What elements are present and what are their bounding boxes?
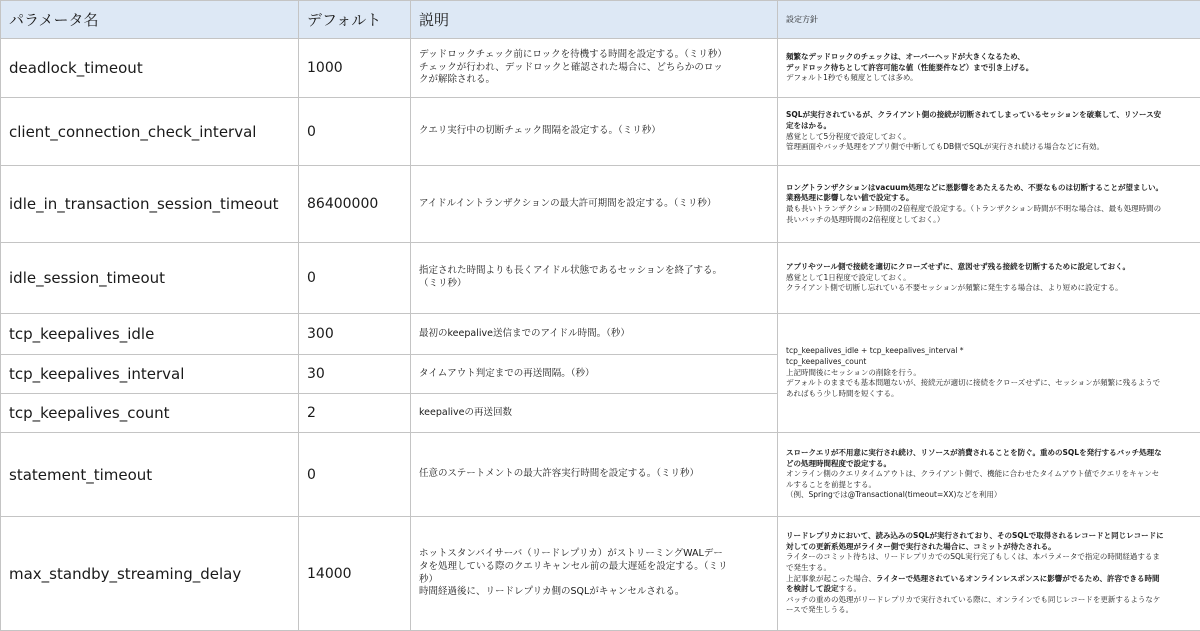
policy: 頻繁なデッドロックのチェックは、オーバーヘッドが大きくなるため、 デッドロック待ちとして許容可能な値（性能要件など）まで引き上げる。 デフォルト1秒でも頻度としては多め。 [778, 39, 1200, 98]
description: 最初のkeepalive送信までのアイドル時間。（秒） [411, 314, 778, 355]
description: アイドルイントランザクションの最大許可期間を設定する。（ミリ秒） [411, 166, 778, 243]
parameter-name: idle_in_transaction_session_timeout [1, 166, 299, 243]
parameter-name: deadlock_timeout [1, 39, 299, 98]
policy: スロークエリが不用意に実行され続け、リソースが消費されることを防ぐ。重めのSQLを発行するバッチ処理な どの処理時間程度で設定する。 オンライン側のクエリタイムアウトは、クライアント側で、機能に合わせたタイムアウト値でクエリをキャンセ ルすることを前提とする。 （例、Springでは@Transactional(timeout=XX)などを利用） [778, 433, 1200, 517]
header-parameter-name: パラメータ名 [1, 1, 299, 39]
table-row [1, 433, 1200, 517]
default-value: 0 [299, 243, 411, 314]
policy: ロングトランザクションはvacuum処理などに悪影響をあたえるため、不要なものは切断することが望ましい。 業務処理に影響しない値で設定する。 最も長いトランザクション時間の2倍程度で設定する。（トランザクション時間が不明な場合は、最も処理時間の 長いバッチの処理時間の2倍程度としておく。） [778, 166, 1200, 243]
header-row [1, 1, 1200, 39]
parameter-name: max_standby_streaming_delay [1, 517, 299, 631]
description: ホットスタンバイサーバ（リードレプリカ）がストリーミングWALデー タを処理している際のクエリキャンセル前の最大遅延を設定する。（ミリ 秒） 時間経過後に、リードレプリカ側のSQLがキャンセルされる。 [411, 517, 778, 631]
description: 指定された時間よりも長くアイドル状態であるセッションを終了する。 （ミリ秒） [411, 243, 778, 314]
default-value: 0 [299, 433, 411, 517]
policy-emphasis-line: を検討して設定する。 [786, 584, 1192, 595]
table-row [1, 166, 1200, 243]
description: デッドロックチェック前にロックを待機する時間を設定する。（ミリ秒） チェックが行われ、デッドロックと確認された場合に、どちらかのロッ クが解除される。 [411, 39, 778, 98]
policy-emphasis-line: 上記事象が起こった場合、ライターで処理されているオンラインレスポンスに影響がでるため、許容できる時間 [786, 574, 1192, 585]
header-policy: 設定方針 [778, 1, 1200, 39]
policy: SQLが実行されているが、クライアント側の接続が切断されてしまっているセッションを破棄して、リソース安 定をはかる。 感覚として5分程度で設定しておく。 管理画面やバッチ処理をアプリ側で中断してもDB側でSQLが実行され続ける場合などに有効。 [778, 98, 1200, 166]
description: keepaliveの再送回数 [411, 394, 778, 433]
default-value: 1000 [299, 39, 411, 98]
default-value: 86400000 [299, 166, 411, 243]
parameter-name: idle_session_timeout [1, 243, 299, 314]
default-value: 14000 [299, 517, 411, 631]
parameter-name: tcp_keepalives_idle [1, 314, 299, 355]
description: クエリ実行中の切断チェック間隔を設定する。（ミリ秒） [411, 98, 778, 166]
description: タイムアウト判定までの再送間隔。（秒） [411, 355, 778, 394]
table-row [1, 98, 1200, 166]
description: 任意のステートメントの最大許容実行時間を設定する。（ミリ秒） [411, 433, 778, 517]
parameter-name: tcp_keepalives_interval [1, 355, 299, 394]
default-value: 30 [299, 355, 411, 394]
policy: リードレプリカにおいて、読み込みのSQLが実行されており、そのSQLで取得されるレコードと同じレコードに 対しての更新系処理がライター側で実行された場合に、コミットが待たされる。 ライターのコミット待ちは、リードレプリカでのSQL実行完了もしくは、本パラメータで指定の時間経過するま で発生する。 上記事象が起こった場合、ライターで処理されているオンラインレスポンスに影響がでるため、許容できる時間 を検討して設定する。 バッチの重めの処理がリードレプリカで実行されている際に、オンラインでも同じレコードを更新するようなケ ースで発生しうる。 [778, 517, 1200, 631]
parameter-name: statement_timeout [1, 433, 299, 517]
header-default: デフォルト [299, 1, 411, 39]
default-value: 300 [299, 314, 411, 355]
table-row [1, 243, 1200, 314]
parameter-name: client_connection_check_interval [1, 98, 299, 166]
parameter-name: tcp_keepalives_count [1, 394, 299, 433]
keepalive-policy: tcp_keepalives_idle + tcp_keepalives_interval * tcp_keepalives_count 上記時間後にセッションの削除を行う。 デフォルトのままでも基本問題ないが、接続元が適切に接続をクローズせずに、セッションが頻繁に残るようで あればもう少し時間を短くする。 [778, 314, 1200, 433]
table-row [1, 314, 1200, 355]
default-value: 2 [299, 394, 411, 433]
table-row [1, 517, 1200, 631]
header-description: 説明 [411, 1, 778, 39]
table-row [1, 39, 1200, 98]
default-value: 0 [299, 98, 411, 166]
policy: アプリやツール側で接続を適切にクローズせずに、意図せず残る接続を切断するために設定しておく。 感覚として1日程度で設定しておく。 クライアント側で切断し忘れている不要セッションが頻繁に発生する場合は、より短めに設定する。 [778, 243, 1200, 314]
